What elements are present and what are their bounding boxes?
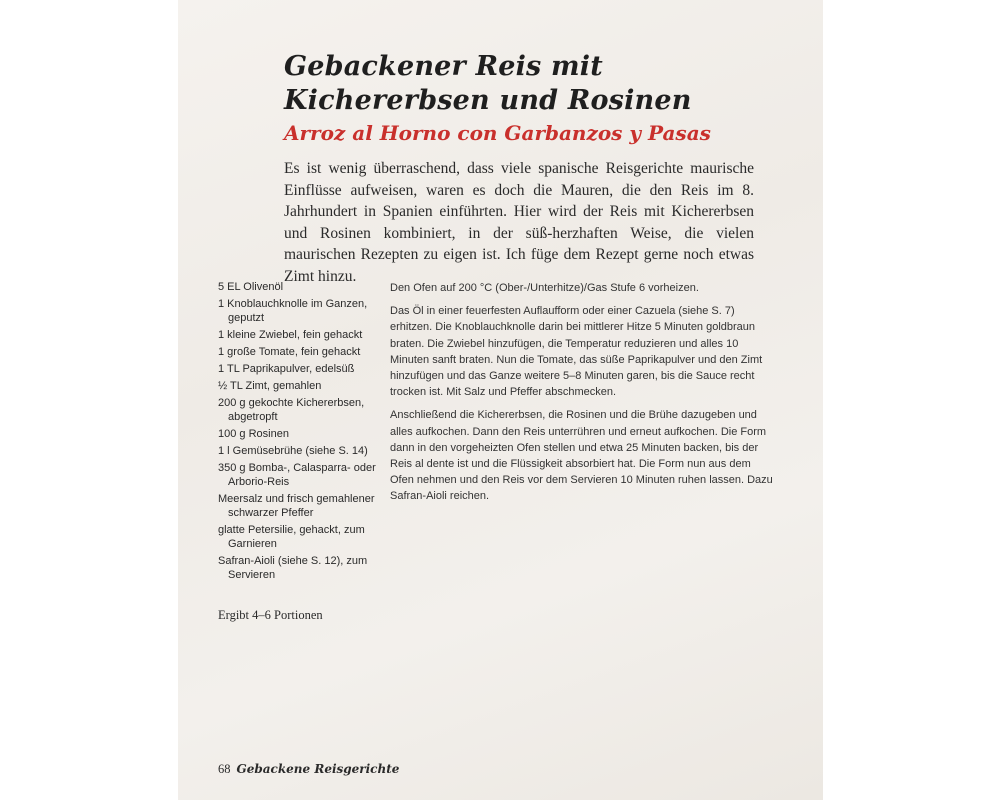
method-text bbox=[390, 280, 775, 512]
ingredient-item: 1 l Gemüsebrühe (siehe S. 14) bbox=[218, 445, 368, 457]
ingredient-item: 1 große Tomate, fein gehackt bbox=[218, 346, 361, 358]
ingredient-item: glatte Petersilie, gehackt, zum Garnieren bbox=[218, 524, 365, 550]
ingredient-item: 1 Knoblauchknolle im Ganzen, geputzt bbox=[218, 298, 368, 324]
ingredient-item: ½ TL Zimt, gemahlen bbox=[218, 380, 322, 392]
recipe-yield: Ergibt 4–6 Portionen bbox=[218, 608, 323, 622]
recipe-subtitle: Arroz al Horno con Garbanzos y Pasas bbox=[284, 121, 711, 145]
ingredient-item: 1 TL Paprikapulver, edelsüß bbox=[218, 363, 355, 375]
section-title: Gebackene Reisgerichte bbox=[236, 762, 400, 776]
ingredient-list bbox=[218, 280, 378, 585]
method-step: Anschließend die Kichererbsen, die Rosinen und die Brühe dazugeben und alles aufkochen. Dann den Reis unterrühren und erneut aufkochen. Die Form dann in den vorgeheizten Ofen stellen und etwa 25 Minuten backen, bis der Reis al dente ist und die Flüssigkeit absorbiert hat. Die Form nun aus dem Ofen nehmen und den Reis vor dem Servieren 10 Minuten ruhen lassen. Dazu Safran-Aioli reichen. bbox=[390, 409, 773, 503]
ingredient-item: Meersalz und frisch gemahlener schwarzer Pfeffer bbox=[218, 493, 375, 519]
book-page bbox=[178, 0, 823, 800]
page-number: 68 bbox=[218, 762, 231, 776]
ingredient-item: 100 g Rosinen bbox=[218, 428, 289, 440]
recipe-intro: Es ist wenig überraschend, dass viele spanische Reisgerichte maurische Einflüsse aufweisen, waren es doch die Mauren, die den Reis im 8. Jahrhundert in Spanien einführten. Hier wird der Reis mit Kichererbsen und Rosinen kombiniert, in der süß-herzhaften Weise, die vielen maurischen Rezepten zu eigen ist. Ich füge dem Rezept gerne noch etwas Zimt hinzu. bbox=[284, 160, 754, 285]
method-step: Den Ofen auf 200 °C (Ober-/Unterhitze)/Gas Stufe 6 vorheizen. bbox=[390, 282, 699, 294]
ingredient-item: 5 EL Olivenöl bbox=[218, 281, 284, 293]
page-footer bbox=[218, 762, 399, 777]
ingredient-item: 350 g Bomba-, Calasparra- oder Arborio-Reis bbox=[218, 462, 376, 488]
ingredient-item: 1 kleine Zwiebel, fein gehackt bbox=[218, 329, 363, 341]
ingredient-item: 200 g gekochte Kichererbsen, abgetropft bbox=[218, 397, 365, 423]
ingredient-item: Safran-Aioli (siehe S. 12), zum Servieren bbox=[218, 555, 368, 581]
recipe-title: Gebackener Reis mit Kichererbsen und Rosinen bbox=[284, 51, 692, 116]
method-step: Das Öl in einer feuerfesten Auflaufform oder einer Cazuela (siehe S. 7) erhitzen. Die Knoblauchknolle darin bei mittlerer Hitze 5 Minuten goldbraun braten. Die Zwiebel hinzufügen, die Temperatur reduzieren und alles 10 Minuten sanft braten. Nun die Tomate, das süße Paprikapulver und den Zimt hinzufügen und das Ganze weitere 5–8 Minuten garen, bis die Sauce recht trocken ist. Mit Salz und Pfeffer abschmecken. bbox=[390, 305, 763, 399]
